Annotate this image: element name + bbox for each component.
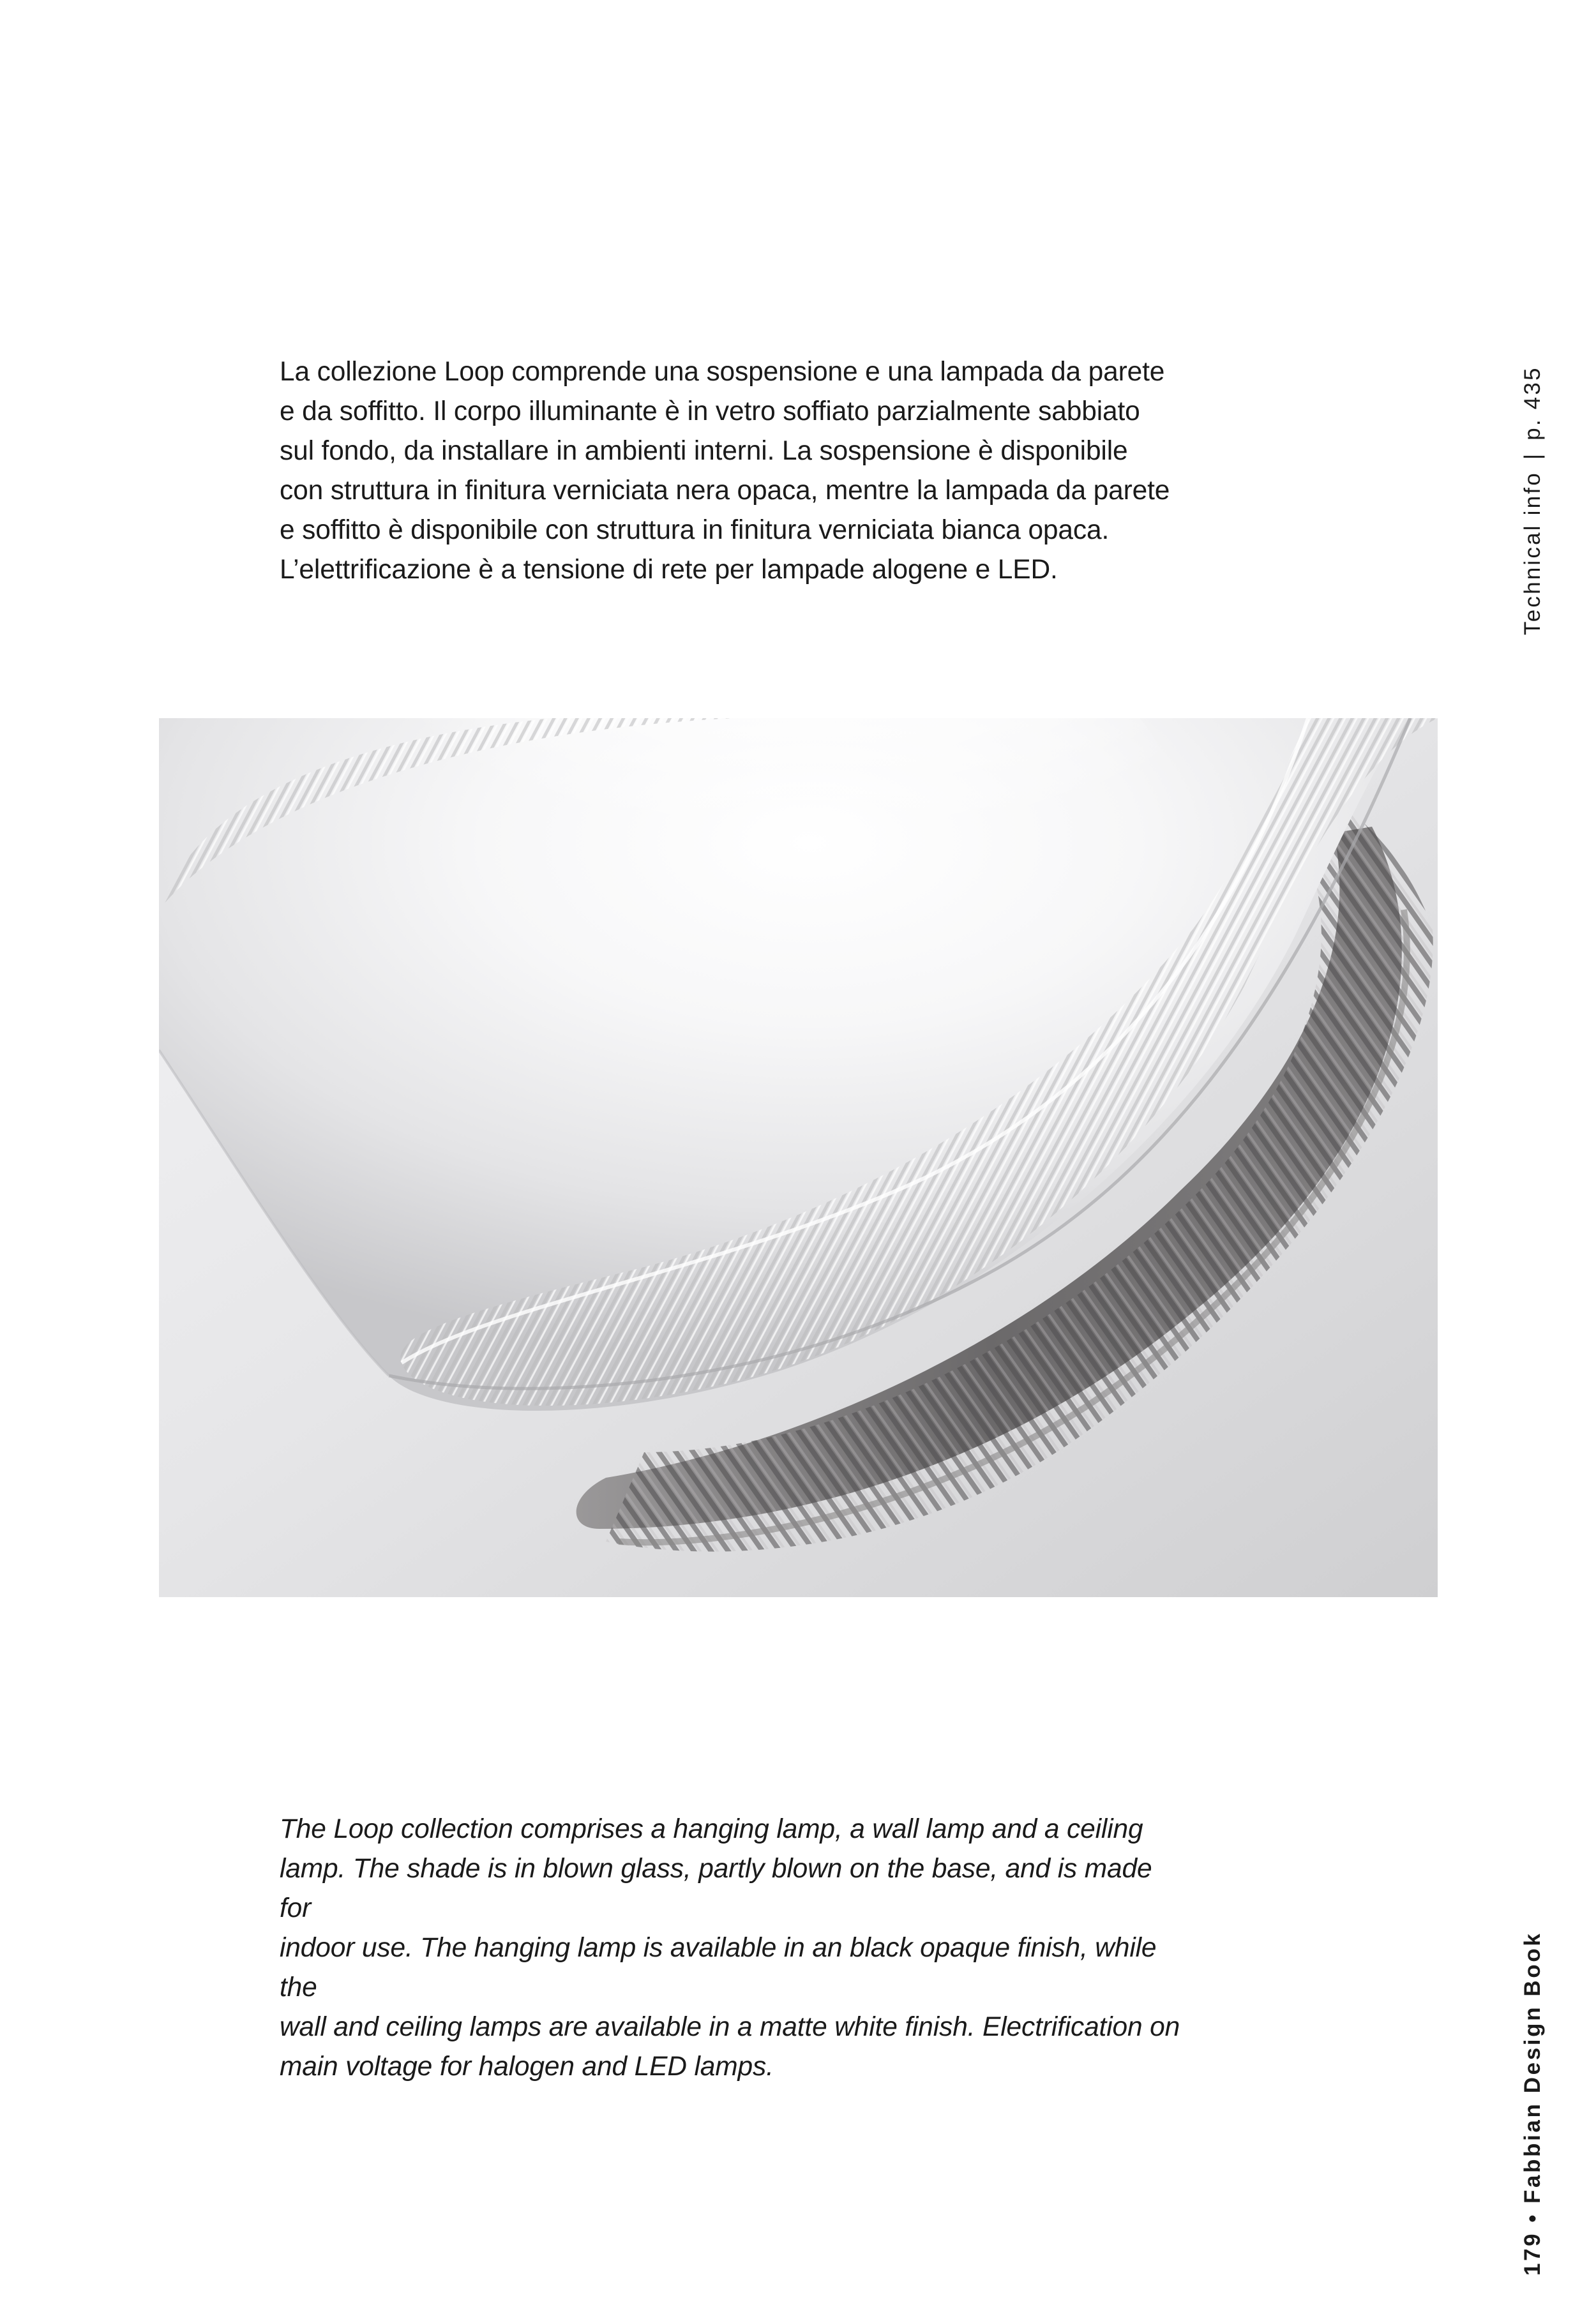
english-line: lamp. The shade is in blown glass, partly blown on the base, and is made for (280, 1854, 1152, 1923)
technical-info-reference (1520, 366, 1546, 635)
italian-description (280, 352, 1186, 590)
english-line: main voltage for halogen and LED lamps. (280, 2052, 774, 2082)
english-description (280, 1810, 1186, 2087)
italian-line: sul fondo, da installare in ambienti interni. La sospensione è disponibile (280, 436, 1128, 466)
italian-line: e da soffitto. Il corpo illuminante è in vetro soffiato parzialmente sabbiato (280, 396, 1140, 426)
english-line: indoor use. The hanging lamp is available in an black opaque finish, while the (280, 1933, 1157, 2002)
english-line: The Loop collection comprises a hanging lamp, a wall lamp and a ceiling (280, 1814, 1143, 1844)
italian-line: L’elettrificazione è a tensione di rete per lampade alogene e LED. (280, 555, 1058, 585)
page-number: 179 (1520, 2231, 1545, 2276)
separator: | (1520, 451, 1545, 460)
bullet-separator: • (1520, 2212, 1545, 2223)
english-line: wall and ceiling lamps are available in a matte white finish. Electrification on (280, 2012, 1180, 2042)
italian-line: e soffitto è disponibile con struttura in finitura verniciata bianca opaca. (280, 515, 1110, 545)
italian-line: con struttura in finitura verniciata nera opaca, mentre la lampada da parete (280, 476, 1170, 506)
page-reference: p. 435 (1520, 366, 1545, 440)
page-footer (1520, 1932, 1546, 2276)
technical-info-label: Technical info (1520, 471, 1545, 635)
book-title: Fabbian Design Book (1520, 1931, 1545, 2204)
loop-lamp-photo (159, 718, 1438, 1597)
italian-line: La collezione Loop comprende una sospensione e una lampada da parete (280, 357, 1165, 387)
